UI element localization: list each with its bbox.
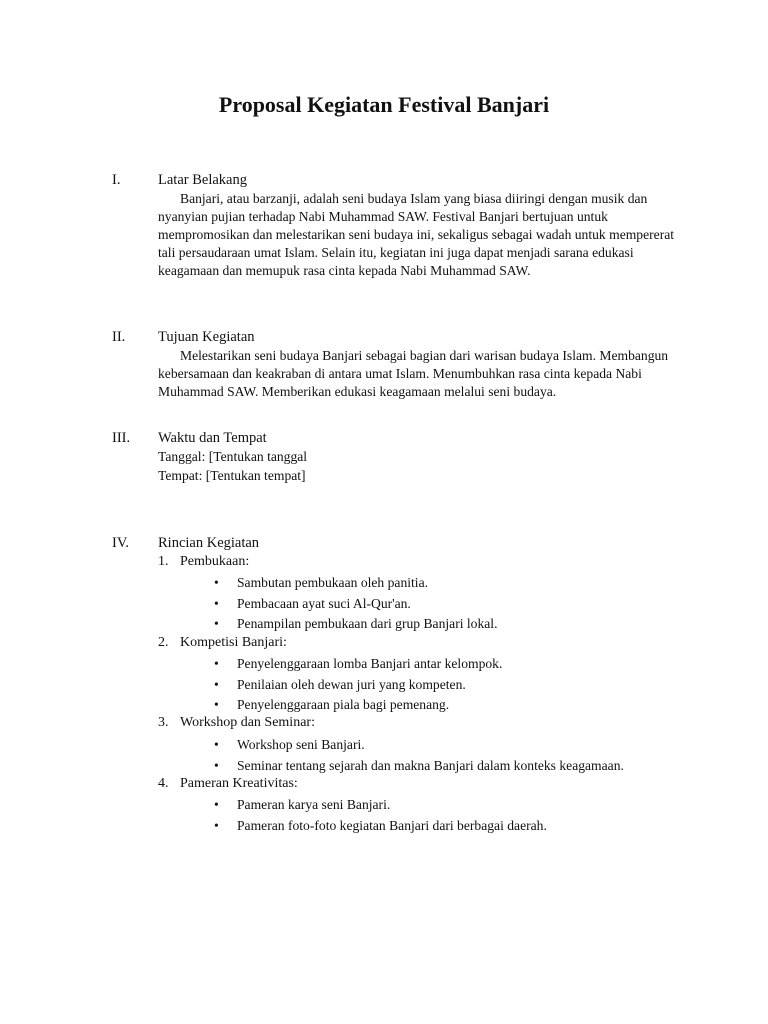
section-paragraph: Melestarikan seni budaya Banjari sebagai bagian dari warisan budaya Islam. Membangun kebersamaan dan keakraban di antara umat Islam. Menumbuhkan rasa cinta kepada Nabi Muhammad SAW. Memberikan edukasi keagamaan melalui seni budaya. xyxy=(158,348,669,399)
bullet-text: Penyelenggaraan piala bagi pemenang. xyxy=(237,697,450,712)
date-line: Tanggal: [Tentukan tanggal xyxy=(158,449,308,464)
section-number: III. xyxy=(112,430,131,446)
list-item xyxy=(158,714,315,732)
bullet-icon: • xyxy=(214,797,219,812)
section-heading: Waktu dan Tempat xyxy=(158,430,267,446)
item-number: 1. xyxy=(158,554,169,569)
section-heading: Tujuan Kegiatan xyxy=(158,329,255,345)
item-label: Pameran Kreativitas: xyxy=(180,776,298,791)
bullet-item xyxy=(214,595,411,613)
bullet-text: Workshop seni Banjari. xyxy=(237,737,365,752)
bullet-item xyxy=(214,574,428,592)
bullet-item xyxy=(214,676,466,694)
list-item xyxy=(158,553,249,571)
bullet-text: Pembacaan ayat suci Al-Qur'an. xyxy=(237,596,411,611)
item-number: 2. xyxy=(158,635,169,650)
bullet-icon: • xyxy=(214,818,219,833)
bullet-item xyxy=(214,655,502,673)
bullet-item xyxy=(214,696,449,714)
bullet-text: Penampilan pembukaan dari grup Banjari lokal. xyxy=(237,616,498,631)
bullet-text: Pameran foto-foto kegiatan Banjari dari berbagai daerah. xyxy=(237,818,547,833)
bullet-icon: • xyxy=(214,616,219,631)
item-label: Workshop dan Seminar: xyxy=(180,715,315,730)
bullet-text: Seminar tentang sejarah dan makna Banjari dalam konteks keagamaan. xyxy=(237,758,624,773)
section-heading: Latar Belakang xyxy=(158,172,247,188)
section-number: IV. xyxy=(112,535,130,551)
bullet-item xyxy=(214,736,365,754)
document-title: Proposal Kegiatan Festival Banjari xyxy=(218,92,550,117)
item-label: Kompetisi Banjari: xyxy=(180,635,287,650)
bullet-item xyxy=(214,615,497,633)
list-item xyxy=(158,775,298,793)
bullet-item xyxy=(214,796,390,814)
bullet-text: Sambutan pembukaan oleh panitia. xyxy=(237,575,429,590)
item-number: 3. xyxy=(158,715,169,730)
bullet-icon: • xyxy=(214,677,219,692)
bullet-icon: • xyxy=(214,596,219,611)
section-heading: Rincian Kegiatan xyxy=(158,535,260,551)
bullet-icon: • xyxy=(214,758,219,773)
item-label: Pembukaan: xyxy=(180,554,250,569)
bullet-icon: • xyxy=(214,656,219,671)
item-number: 4. xyxy=(158,776,169,791)
venue-line: Tempat: [Tentukan tempat] xyxy=(158,468,306,483)
bullet-icon: • xyxy=(214,575,219,590)
bullet-text: Penyelenggaraan lomba Banjari antar kelompok. xyxy=(237,656,503,671)
section-number: I. xyxy=(112,172,121,188)
bullet-item xyxy=(214,757,624,775)
bullet-text: Pameran karya seni Banjari. xyxy=(237,797,391,812)
bullet-text: Penilaian oleh dewan juri yang kompeten. xyxy=(237,677,466,692)
bullet-icon: • xyxy=(214,697,219,712)
bullet-icon: • xyxy=(214,737,219,752)
list-item xyxy=(158,634,287,652)
section-number: II. xyxy=(112,329,126,345)
bullet-item xyxy=(214,817,547,835)
section-paragraph: Banjari, atau barzanji, adalah seni budaya Islam yang biasa diiringi dengan musik dan nyanyian pujian terhadap Nabi Muhammad SAW. Festival Banjari bertujuan untuk mempromosikan dan melestarikan seni budaya ini, sekaligus sebagai wadah untuk mempererat tali persaudaraan umat Islam. Selain itu, kegiatan ini juga dapat menjadi sarana edukasi keagamaan dan memupuk rasa cinta kepada Nabi Muhammad SAW. xyxy=(158,191,675,278)
